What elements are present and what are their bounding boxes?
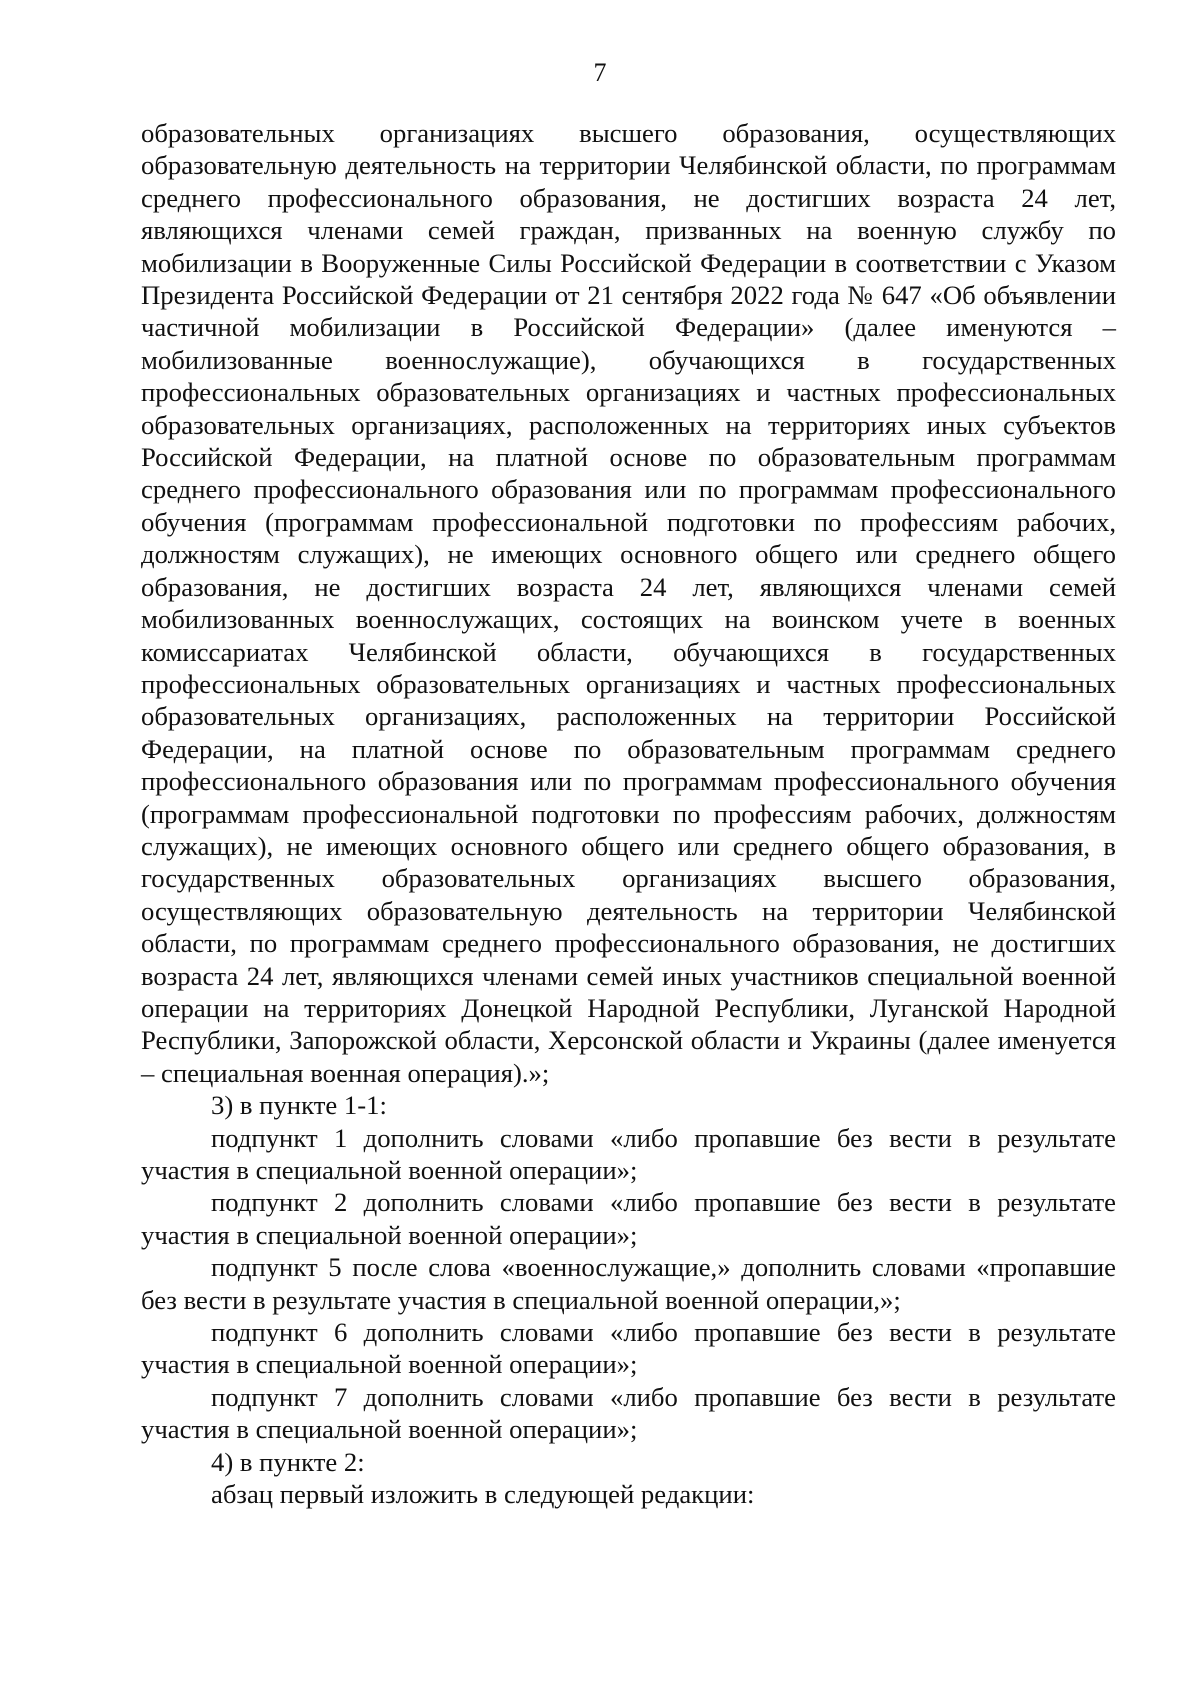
paragraph-item-4-heading: 4) в пункте 2: [211,1446,365,1477]
page-number: 7 [593,58,607,87]
paragraph-subitem-5: подпункт 5 после слова «военнослужащие,» дополнить словами «пропавшие без вести в результате участия в специальной военной операции,»; [141,1252,1116,1315]
paragraph-subitem-1: подпункт 1 дополнить словами «либо пропавшие без вести в результате участия в специальной военной операции»; [141,1122,1116,1185]
document-body [141,117,1116,1510]
paragraph-subitem-6: подпункт 6 дополнить словами «либо пропавшие без вести в результате участия в специальной военной операции»; [141,1317,1116,1380]
paragraph-item-3-heading: 3) в пункте 1-1: [211,1090,387,1121]
paragraph-subitem-2: подпункт 2 дополнить словами «либо пропавшие без вести в результате участия в специальной военной операции»; [141,1187,1116,1250]
paragraph-continuation: образовательных организациях высшего образования, осуществляющих образовательную деятельность на территории Челябинской области, по программам среднего профессионального образования, не достигших возраста 24 лет, являющихся членами семей граждан, призванных на военную службу по мобилизации в Вооруженные Силы Российской Федерации в соответствии с Указом Президента Российской Федерации от 21 сентября 2022 года № 647 «Об объявлении частичной мобилизации в Российской Федерации» (далее именуются – мобилизованные военнослужащие), обучающихся в государственных профессиональных образовательных организациях и частных профессиональных образовательных организациях, расположенных на территориях иных субъектов Российской Федерации, на платной основе по образовательным программам среднего профессионального образования или по программам профессионального обучения (программам профессиональной подготовки по профессиям рабочих, должностям служащих), не имеющих основного общего или среднего общего образования, не достигших возраста 24 лет, являющихся членами семей мобилизованных военнослужащих, состоящих на воинском учете в военных комиссариатах Челябинской области, обучающихся в государственных профессиональных образовательных организациях и частных профессиональных образовательных организациях, расположенных на территории Российской Федерации, на платной основе по образовательным программам среднего профессионального образования или по программам профессионального обучения (программам профессиональной подготовки по профессиям рабочих, должностям служащих), не имеющих основного общего или среднего общего образования, в государственных образовательных организациях высшего образования, осуществляющих образовательную деятельность на территории Челябинской области, по программам среднего профессионального образования, не достигших возраста 24 лет, являющихся членами семей иных участников специальной военной операции на территориях Донецкой Народной Республики, Луганской Народной Республики, Запорожской области, Херсонской области и Украины (далее именуется – специальная военная операция).»; [141,118,1116,1088]
paragraph-first-abzac: абзац первый изложить в следующей редакции: [211,1479,755,1510]
paragraph-subitem-7: подпункт 7 дополнить словами «либо пропавшие без вести в результате участия в специальной военной операции»; [141,1381,1116,1445]
